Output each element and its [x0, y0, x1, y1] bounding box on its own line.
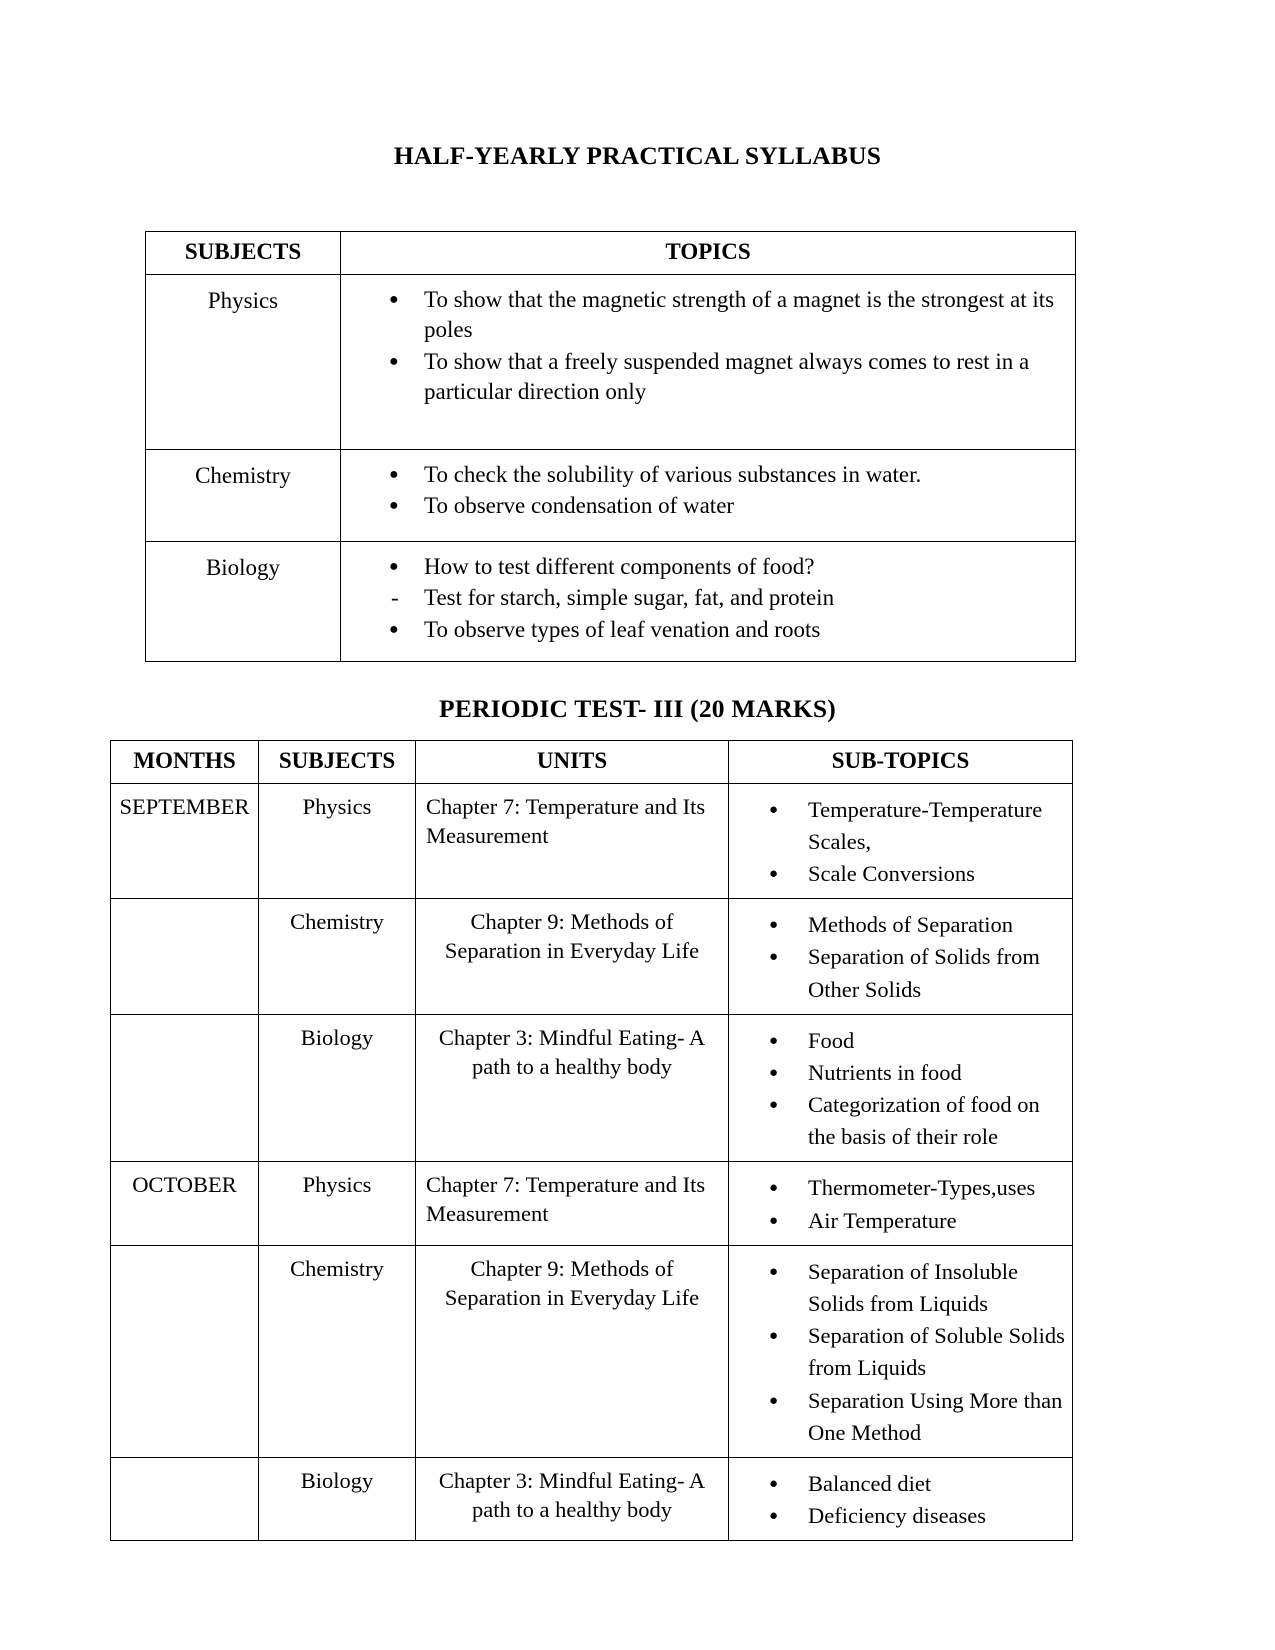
list-item	[729, 1025, 1066, 1057]
column-header-topics: TOPICS	[341, 232, 1076, 275]
list-item	[729, 1089, 1066, 1153]
bullet-marker-icon: ●	[769, 866, 779, 883]
unit-cell: Chapter 7: Temperature and Its Measurement	[416, 783, 729, 899]
list-item	[729, 1172, 1066, 1204]
list-item-label: Scale Conversions	[808, 861, 975, 887]
bullet-marker-icon: ●	[769, 1392, 779, 1409]
bullet-marker-icon: ●	[389, 557, 399, 575]
list-item	[729, 909, 1066, 941]
subject-cell: Biology	[259, 1457, 416, 1540]
list-item	[341, 347, 1065, 408]
subtopics-list	[729, 909, 1066, 1006]
list-item-label: To check the solubility of various substances in water.	[424, 461, 922, 487]
bullet-marker-icon: ●	[769, 1180, 779, 1197]
topics-list	[341, 552, 1065, 646]
month-cell	[111, 1245, 259, 1457]
list-item	[341, 583, 1065, 614]
bullet-marker-icon: ●	[769, 1475, 779, 1492]
table-row	[111, 1162, 1073, 1245]
column-header-months: MONTHS	[111, 741, 259, 784]
subtopics-list	[729, 1025, 1066, 1154]
subject-cell: Biology	[146, 541, 341, 661]
list-item-label: Food	[808, 1027, 855, 1053]
table-header-row	[146, 232, 1076, 275]
unit-cell: Chapter 9: Methods of Separation in Everyday Life	[416, 899, 729, 1015]
list-item	[729, 794, 1066, 858]
subtopics-list	[729, 1468, 1066, 1532]
column-header-units: UNITS	[416, 741, 729, 784]
list-item-label: Test for starch, simple sugar, fat, and protein	[424, 585, 835, 611]
list-item-label: Methods of Separation	[808, 912, 1013, 938]
list-item	[729, 858, 1066, 890]
month-cell: SEPTEMBER	[111, 783, 259, 899]
table-row	[111, 1457, 1073, 1540]
column-header-subtopics: SUB-TOPICS	[729, 741, 1073, 784]
list-item-label: To show that a freely suspended magnet always comes to rest in a particular direction only	[424, 348, 1030, 405]
list-item-label: Deficiency diseases	[808, 1503, 987, 1529]
unit-cell: Chapter 7: Temperature and Its Measurement	[416, 1162, 729, 1245]
table-row	[111, 899, 1073, 1015]
subtopics-list	[729, 794, 1066, 891]
list-item	[729, 1320, 1066, 1384]
month-cell	[111, 1457, 259, 1540]
subtopics-cell	[729, 1245, 1073, 1457]
list-item	[729, 1205, 1066, 1237]
bullet-marker-icon: ●	[769, 949, 779, 966]
bullet-marker-icon: ●	[769, 1097, 779, 1114]
bullet-marker-icon: ●	[389, 620, 399, 638]
table-row	[146, 449, 1076, 541]
page-title: HALF-YEARLY PRACTICAL SYLLABUS	[393, 141, 882, 170]
bullet-marker-icon: ●	[769, 1508, 779, 1525]
list-item-label: To observe types of leaf venation and roots	[424, 616, 821, 642]
month-cell	[111, 1014, 259, 1162]
list-item-label: To observe condensation of water	[424, 493, 735, 519]
table-row	[146, 541, 1076, 661]
list-item-label: Separation of Soluble Solids from Liquids	[808, 1323, 1065, 1381]
subject-cell: Physics	[259, 1162, 416, 1245]
bullet-marker-icon: ●	[389, 465, 399, 483]
bullet-marker-icon: ●	[769, 1064, 779, 1081]
list-item-label: Balanced diet	[808, 1470, 932, 1496]
list-item-label: Separation of Insoluble Solids from Liquids	[808, 1258, 1018, 1316]
topics-cell	[341, 449, 1076, 541]
month-cell: OCTOBER	[111, 1162, 259, 1245]
bullet-marker-icon: ●	[769, 801, 779, 818]
subtopics-cell	[729, 1162, 1073, 1245]
list-item-label: How to test different components of food?	[424, 553, 815, 579]
periodic-table-body	[111, 783, 1073, 1540]
list-item	[729, 1057, 1066, 1089]
subtopics-list	[729, 1256, 1066, 1449]
subject-cell: Physics	[259, 783, 416, 899]
subject-cell: Biology	[259, 1014, 416, 1162]
list-item	[729, 1385, 1066, 1449]
bullet-marker-icon: ●	[389, 497, 399, 515]
table-row	[146, 274, 1076, 449]
subtopics-cell	[729, 1014, 1073, 1162]
subtopics-cell	[729, 1457, 1073, 1540]
bullet-marker-icon: ●	[389, 352, 399, 370]
list-item	[341, 285, 1065, 346]
topics-list	[341, 460, 1065, 522]
unit-cell: Chapter 9: Methods of Separation in Everyday Life	[416, 1245, 729, 1457]
month-cell	[111, 899, 259, 1015]
unit-cell: Chapter 3: Mindful Eating- A path to a healthy body	[416, 1457, 729, 1540]
table-row	[111, 1245, 1073, 1457]
list-item-label: Separation Using More than One Method	[808, 1387, 1063, 1445]
subtopics-list	[729, 1172, 1066, 1236]
list-item-label: Thermometer-Types,uses	[808, 1175, 1036, 1201]
periodic-test-table	[110, 740, 1073, 1541]
bullet-marker-icon: ●	[769, 1328, 779, 1345]
list-item	[729, 1256, 1066, 1320]
column-header-subjects: SUBJECTS	[146, 232, 341, 275]
section-title: PERIODIC TEST- III (20 MARKS)	[439, 694, 836, 723]
topics-cell	[341, 541, 1076, 661]
list-item	[729, 941, 1066, 1005]
table-row	[111, 783, 1073, 899]
subject-cell: Chemistry	[259, 1245, 416, 1457]
list-item-label: Nutrients in food	[808, 1059, 962, 1085]
list-item	[729, 1468, 1066, 1500]
unit-cell: Chapter 3: Mindful Eating- A path to a healthy body	[416, 1014, 729, 1162]
list-item-label: Air Temperature	[808, 1207, 957, 1233]
subject-cell: Chemistry	[259, 899, 416, 1015]
list-item	[341, 460, 1065, 491]
bullet-marker-icon: ●	[769, 1212, 779, 1229]
subject-cell: Chemistry	[146, 449, 341, 541]
list-item	[341, 552, 1065, 583]
bullet-marker-icon: ●	[769, 1263, 779, 1280]
list-item	[341, 491, 1065, 522]
practical-syllabus-table	[145, 231, 1076, 662]
list-item-label: Categorization of food on the basis of their role	[808, 1092, 1040, 1150]
list-item	[729, 1500, 1066, 1532]
bullet-marker-icon: ●	[769, 917, 779, 934]
list-item	[341, 615, 1065, 646]
table-row	[111, 1014, 1073, 1162]
bullet-marker-icon: ●	[769, 1032, 779, 1049]
list-item-label: Separation of Solids from Other Solids	[808, 944, 1040, 1002]
list-item-label: Temperature-Temperature Scales,	[808, 796, 1043, 854]
topics-cell	[341, 274, 1076, 449]
table-header-row	[111, 741, 1073, 784]
column-header-subjects: SUBJECTS	[259, 741, 416, 784]
subtopics-cell	[729, 783, 1073, 899]
subtopics-cell	[729, 899, 1073, 1015]
list-item-label: To show that the magnetic strength of a magnet is the strongest at its poles	[424, 286, 1055, 343]
practical-table-body	[146, 274, 1076, 661]
topics-list	[341, 285, 1065, 408]
dash-marker-icon: -	[391, 585, 399, 611]
bullet-marker-icon: ●	[389, 290, 399, 308]
subject-cell: Physics	[146, 274, 341, 449]
